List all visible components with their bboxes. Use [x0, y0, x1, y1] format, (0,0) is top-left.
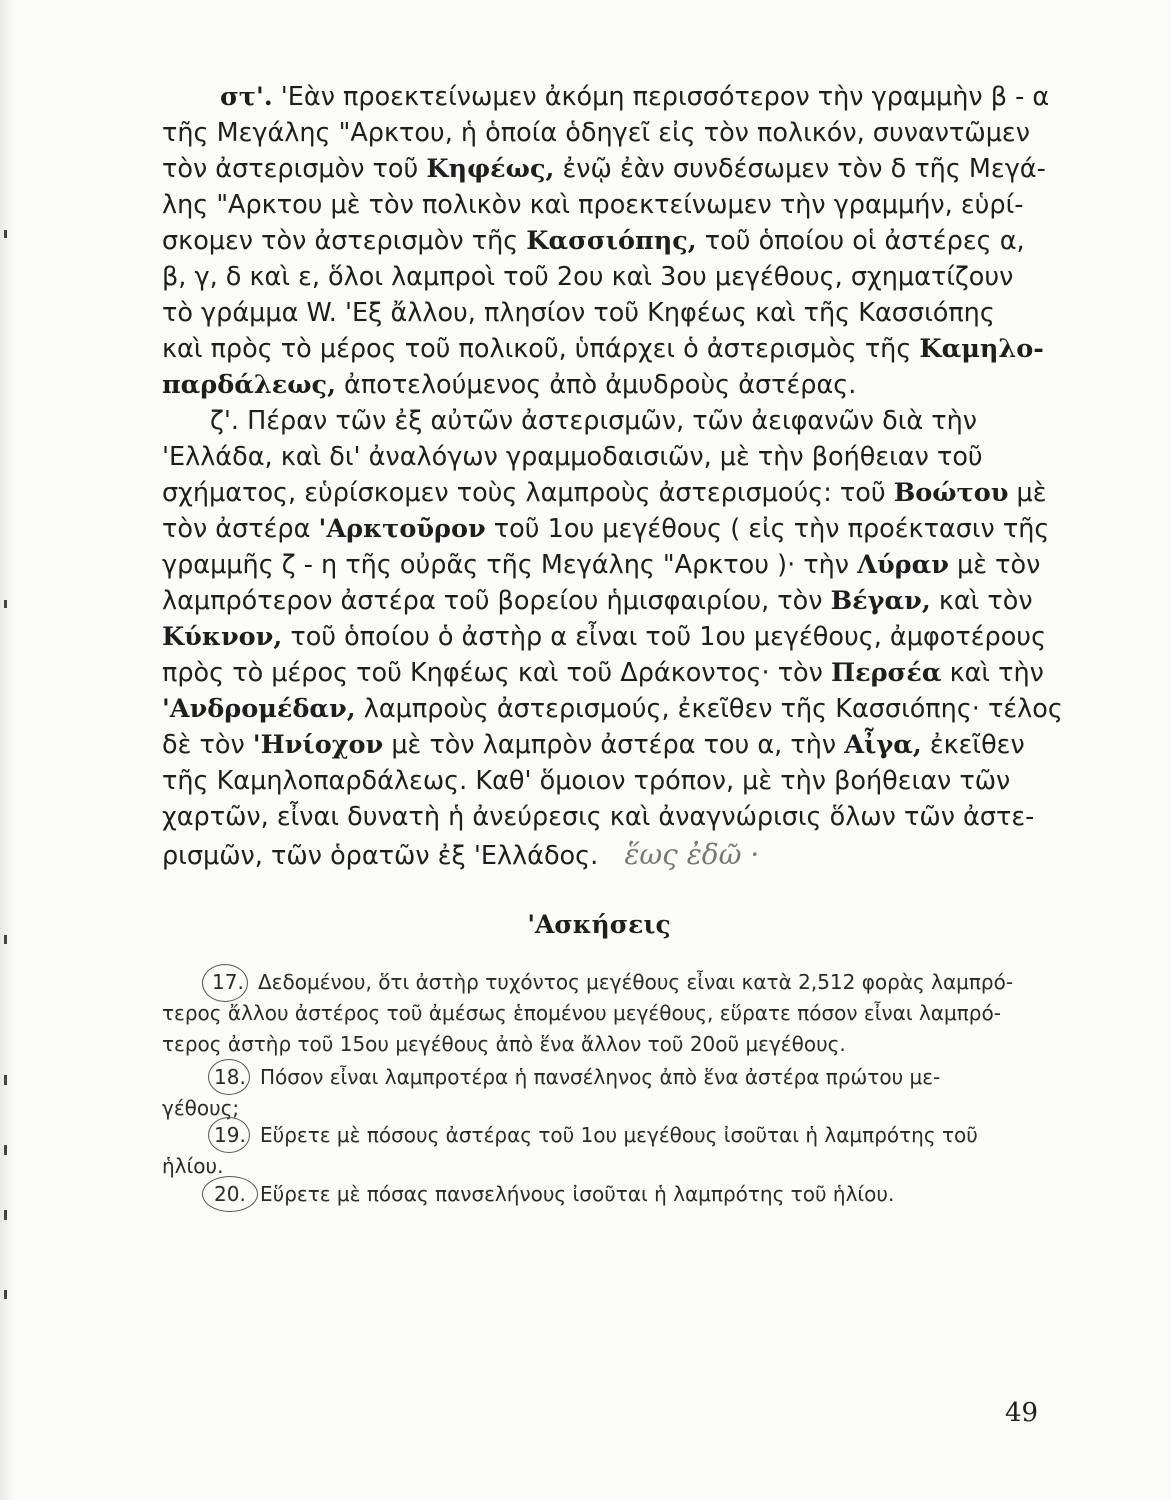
- constellation-name: 'Ηνίοχον: [252, 730, 384, 760]
- exercise-number: 17.: [212, 970, 244, 994]
- binding-mark: [4, 1145, 7, 1155]
- star-name: 'Αρκτοῦρον: [318, 514, 486, 544]
- binding-edge: [0, 0, 14, 1500]
- constellation-name: Καμηλο-: [919, 334, 1044, 364]
- section-label: στ'.: [220, 82, 273, 112]
- paragraph-line: πρὸς τὸ μέρος τοῦ Κηφέως καὶ τοῦ Δράκοντος· τὸν Περσέα καὶ τὴν: [162, 658, 1044, 688]
- exercise-text: ἡλίου.: [162, 1154, 224, 1178]
- paragraph-line: σχήματος, εὑρίσκομεν τοὺς λαμπροὺς ἀστερισμούς: τοῦ Βοώτου μὲ: [162, 478, 1047, 508]
- paragraph-line: Κύκνον, τοῦ ὁποίου ὁ ἀστὴρ α εἶναι τοῦ 1ου μεγέθους, ἀμφοτέρους: [162, 622, 1047, 652]
- paragraph-line: 'Ανδρομέδαν, λαμπροὺς ἀστερισμούς, ἐκεῖθεν τῆς Κασσιόπης· τέλος: [162, 694, 1063, 724]
- constellation-name: Περσέα: [831, 658, 942, 688]
- constellation-name: 'Ανδρομέδαν,: [162, 694, 356, 724]
- paragraph-line: τὸ γράμμα W. 'Εξ ἄλλου, πλησίον τοῦ Κηφέως καὶ τῆς Κασσιόπης: [162, 298, 995, 328]
- star-name: Βέγαν,: [830, 586, 931, 616]
- paragraph-line: τὸν ἀστέρα 'Αρκτοῦρον τοῦ 1ου μεγέθους ( εἰς τὴν προέκτασιν τῆς: [162, 514, 1050, 544]
- exercise-text: τερος ἀστὴρ τοῦ 15ου μεγέθους ἀπὸ ἕνα ἄλλον τοῦ 20οῦ μεγέθους.: [162, 1032, 846, 1056]
- binding-mark: [4, 935, 7, 944]
- exercise-number: 18.: [214, 1065, 246, 1089]
- paragraph-line: λαμπρότερον ἀστέρα τοῦ βορείου ἡμισφαιρίου, τὸν Βέγαν, καὶ τὸν: [162, 586, 1033, 616]
- exercise-number: 19.: [214, 1123, 246, 1147]
- exercise-text: τερος ἄλλου ἀστέρος τοῦ ἀμέσως ἑπομένου μεγέθους, εὕρατε πόσον εἶναι λαμπρό-: [162, 1001, 1001, 1025]
- exercise-text: Δεδομένου, ὅτι ἀστὴρ τυχόντος μεγέθους εἶναι κατὰ 2,512 φορὰς λαμπρό-: [258, 970, 1014, 994]
- handwritten-note: ἕως ἐδῶ ·: [624, 838, 760, 871]
- exercise-number: 20.: [214, 1182, 246, 1206]
- binding-mark: [4, 1290, 7, 1299]
- paragraph-line: καὶ πρὸς τὸ μέρος τοῦ πολικοῦ, ὑπάρχει ὁ ἀστερισμὸς τῆς Καμηλο-: [162, 334, 1044, 364]
- paragraph-line: 'Ελλάδα, καὶ δι' ἀναλόγων γραμμοδαισιῶν, μὲ τὴν βοήθειαν τοῦ: [162, 442, 983, 472]
- constellation-name: παρδάλεως,: [162, 370, 336, 400]
- paragraph-line: ρισμῶν, τῶν ὁρατῶν ἐξ 'Ελλάδος. ἕως ἐδῶ ·: [162, 838, 760, 871]
- exercises-heading: 'Ασκήσεις: [527, 910, 671, 939]
- paragraph-line: ζ'. Πέραν τῶν ἐξ αὐτῶν ἀστερισμῶν, τῶν ἀειφανῶν διὰ τὴν: [210, 406, 978, 436]
- paragraph-line: στ'. 'Εὰν προεκτείνωμεν ἀκόμη περισσότερον τὴν γραμμὴν β - α: [162, 82, 1049, 112]
- paragraph-line: τὸν ἀστερισμὸν τοῦ Κηφέως, ἐνῷ ἐὰν συνδέσωμεν τὸν δ τῆς Μεγά-: [162, 154, 1046, 184]
- constellation-name: Λύραν: [857, 550, 949, 580]
- paragraph-line: δὲ τὸν 'Ηνίοχον μὲ τὸν λαμπρὸν ἀστέρα του α, τὴν Αἶγα, ἐκεῖθεν: [162, 730, 1025, 760]
- constellation-name: Κύκνον,: [162, 622, 283, 652]
- binding-mark: [4, 230, 7, 238]
- constellation-name: Κασσιόπης,: [526, 226, 697, 256]
- binding-mark: [4, 1075, 7, 1085]
- exercise-text: Εὕρετε μὲ πόσας πανσελήνους ἰσοῦται ἡ λαμπρότης τοῦ ἡλίου.: [260, 1182, 895, 1206]
- star-name: Αἶγα,: [844, 730, 922, 760]
- paragraph-line: λης "Αρκτου μὲ τὸν πολικὸν καὶ προεκτείνωμεν τὴν γραμμήν, εὑρί-: [162, 190, 1024, 220]
- exercise-text: Εὕρετε μὲ πόσους ἀστέρας τοῦ 1ου μεγέθους ἰσοῦται ἡ λαμπρότης τοῦ: [260, 1123, 978, 1147]
- paragraph-line: χαρτῶν, εἶναι δυνατὴ ἡ ἀνεύρεσις καὶ ἀναγνώρισις ὅλων τῶν ἀστε-: [162, 802, 1035, 832]
- paragraph-line: γραμμῆς ζ - η τῆς οὐρᾶς τῆς Μεγάλης "Αρκτου )· τὴν Λύραν μὲ τὸν: [162, 550, 1041, 580]
- paragraph-line: τῆς Μεγάλης "Αρκτου, ἡ ὁποία ὁδηγεῖ εἰς τὸν πολικόν, συναντῶμεν: [162, 118, 1030, 148]
- exercise-text: Πόσον εἶναι λαμπροτέρα ἡ πανσέληνος ἀπὸ ἕνα ἀστέρα πρώτου με-: [260, 1065, 941, 1089]
- exercise-text: γέθους;: [162, 1096, 240, 1120]
- paragraph-line: β, γ, δ καὶ ε, ὅλοι λαμπροὶ τοῦ 2ου καὶ 3ου μεγέθους, σχηματίζουν: [162, 262, 1014, 292]
- paragraph-line: τῆς Καμηλοπαρδάλεως. Καθ' ὅμοιον τρόπον, μὲ τὴν βοήθειαν τῶν: [162, 766, 1011, 796]
- paragraph-line: παρδάλεως, ἀποτελούμενος ἀπὸ ἀμυδροὺς ἀστέρας.: [162, 370, 857, 400]
- paragraph-line: σκομεν τὸν ἀστερισμὸν τῆς Κασσιόπης, τοῦ ὁποίου οἱ ἀστέρες α,: [162, 226, 1025, 256]
- constellation-name: Κηφέως,: [426, 154, 555, 184]
- binding-mark: [4, 1210, 7, 1220]
- page-number: 49: [1005, 1398, 1039, 1428]
- binding-mark: [4, 600, 7, 608]
- constellation-name: Βοώτου: [893, 478, 1009, 508]
